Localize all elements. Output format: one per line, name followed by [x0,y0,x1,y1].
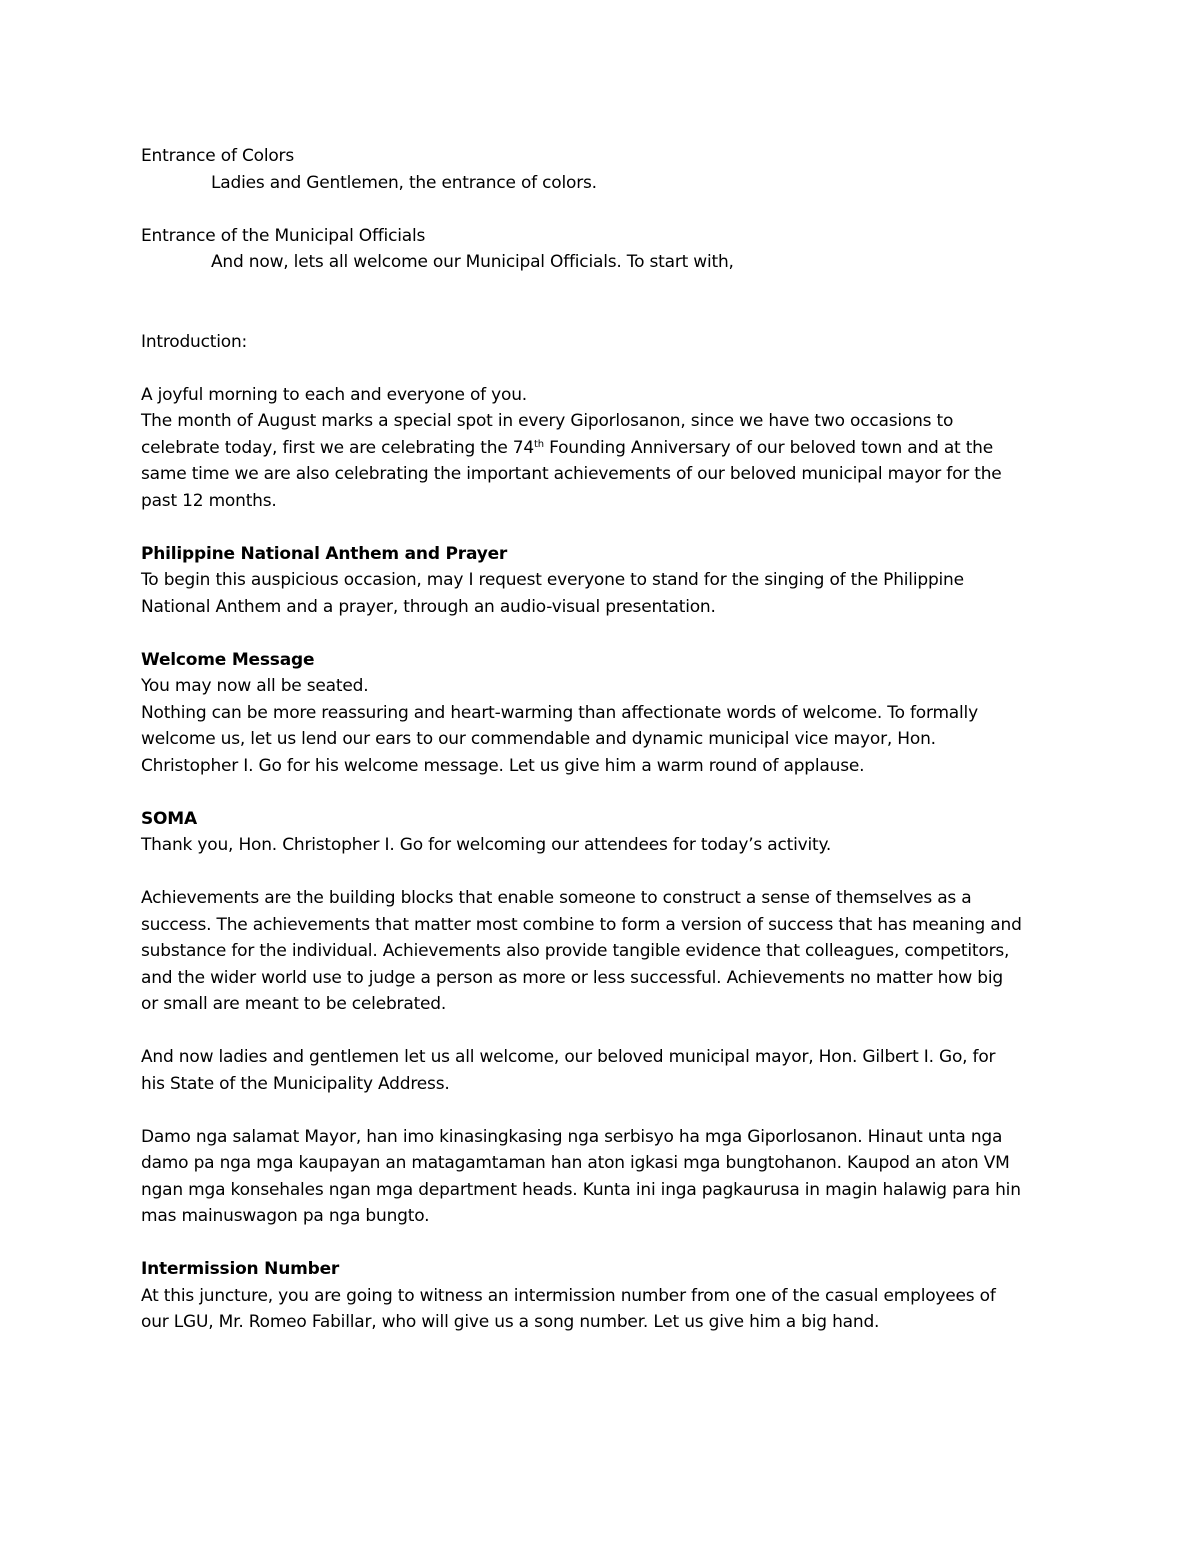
heading-entrance-of-officials: Entrance of the Municipal Officials [141,225,426,246]
heading-national-anthem: Philippine National Anthem and Prayer [141,543,508,564]
heading-intermission-number: Intermission Number [141,1259,340,1279]
anthem-line-1: To begin this auspicious occasion, may I request everyone to stand for the singing of the Philippine [141,570,964,590]
ordinal-superscript: th [534,438,544,450]
mayor-line-1: And now ladies and gentlemen let us all welcome, our beloved municipal mayor, Hon. Gilbert I. Go, for [141,1047,996,1067]
closing-line-1: Damo nga salamat Mayor, han imo kinasingkasing nga serbisyo ha mga Giporlosanon. Hinaut unta nga [141,1126,1003,1147]
closing-line-2: damo pa nga mga kaupayan an matagamtaman han aton igkasi mga bungtohanon. Kaupod an aton VM [141,1153,1010,1173]
closing-line-4: mas mainuswagon pa nga bungto. [141,1206,430,1226]
intro-line-3 [141,435,1061,462]
intro-line-5: past 12 months. [141,490,277,511]
achievements-line-3: substance for the individual. Achievements also provide tangible evidence that colleagues, competitors, [141,941,1010,961]
anthem-line-2: National Anthem and a prayer, through an audio-visual presentation. [141,596,716,617]
intro-line-3-start: celebrate today, first we are celebrating the 74 [141,437,535,458]
closing-line-3: ngan mga konsehales ngan mga department heads. Kunta ini inga pagkaurusa in magin halawig para hin [141,1179,1021,1200]
intermission-line-2: our LGU, Mr. Romeo Fabillar, who will give us a song number. Let us give him a big hand. [141,1312,880,1332]
heading-welcome-message: Welcome Message [141,649,315,670]
heading-soma: SOMA [141,808,197,829]
document-body [141,143,1061,1336]
heading-introduction: Introduction: [141,331,248,352]
welcome-line-2: Nothing can be more reassuring and heart-warming than affectionate words of welcome. To formally [141,702,978,723]
welcome-line-3: welcome us, let us lend our ears to our commendable and dynamic municipal vice mayor, Hon. [141,729,936,749]
colors-line: Ladies and Gentlemen, the entrance of colors. [211,172,597,193]
welcome-line-4: Christopher I. Go for his welcome message. Let us give him a warm round of applause. [141,755,865,776]
heading-entrance-of-colors: Entrance of Colors [141,146,295,166]
intro-line-3-end: Founding Anniversary of our beloved town and at the [543,437,994,458]
achievements-line-4: and the wider world use to judge a person as more or less successful. Achievements no matter how big [141,967,1003,988]
soma-thanks-line: Thank you, Hon. Christopher I. Go for welcoming our attendees for today’s activity. [141,835,832,855]
intermission-line-1: At this juncture, you are going to witness an intermission number from one of the casual employees of [141,1285,996,1306]
welcome-line-1: You may now all be seated. [141,676,369,696]
achievements-line-1: Achievements are the building blocks that enable someone to construct a sense of themselves as a [141,888,972,908]
officials-line: And now, lets all welcome our Municipal Officials. To start with, [211,252,734,272]
mayor-line-2: his State of the Municipality Address. [141,1073,450,1094]
achievements-line-5: or small are meant to be celebrated. [141,994,447,1014]
achievements-line-2: success. The achievements that matter most combine to form a version of success that has meaning and [141,914,1022,935]
intro-line-2: The month of August marks a special spot in every Giporlosanon, since we have two occasions to [141,411,954,431]
intro-line-4: same time we are also celebrating the important achievements of our beloved municipal mayor for the [141,464,1002,484]
intro-line-1: A joyful morning to each and everyone of you. [141,384,527,405]
